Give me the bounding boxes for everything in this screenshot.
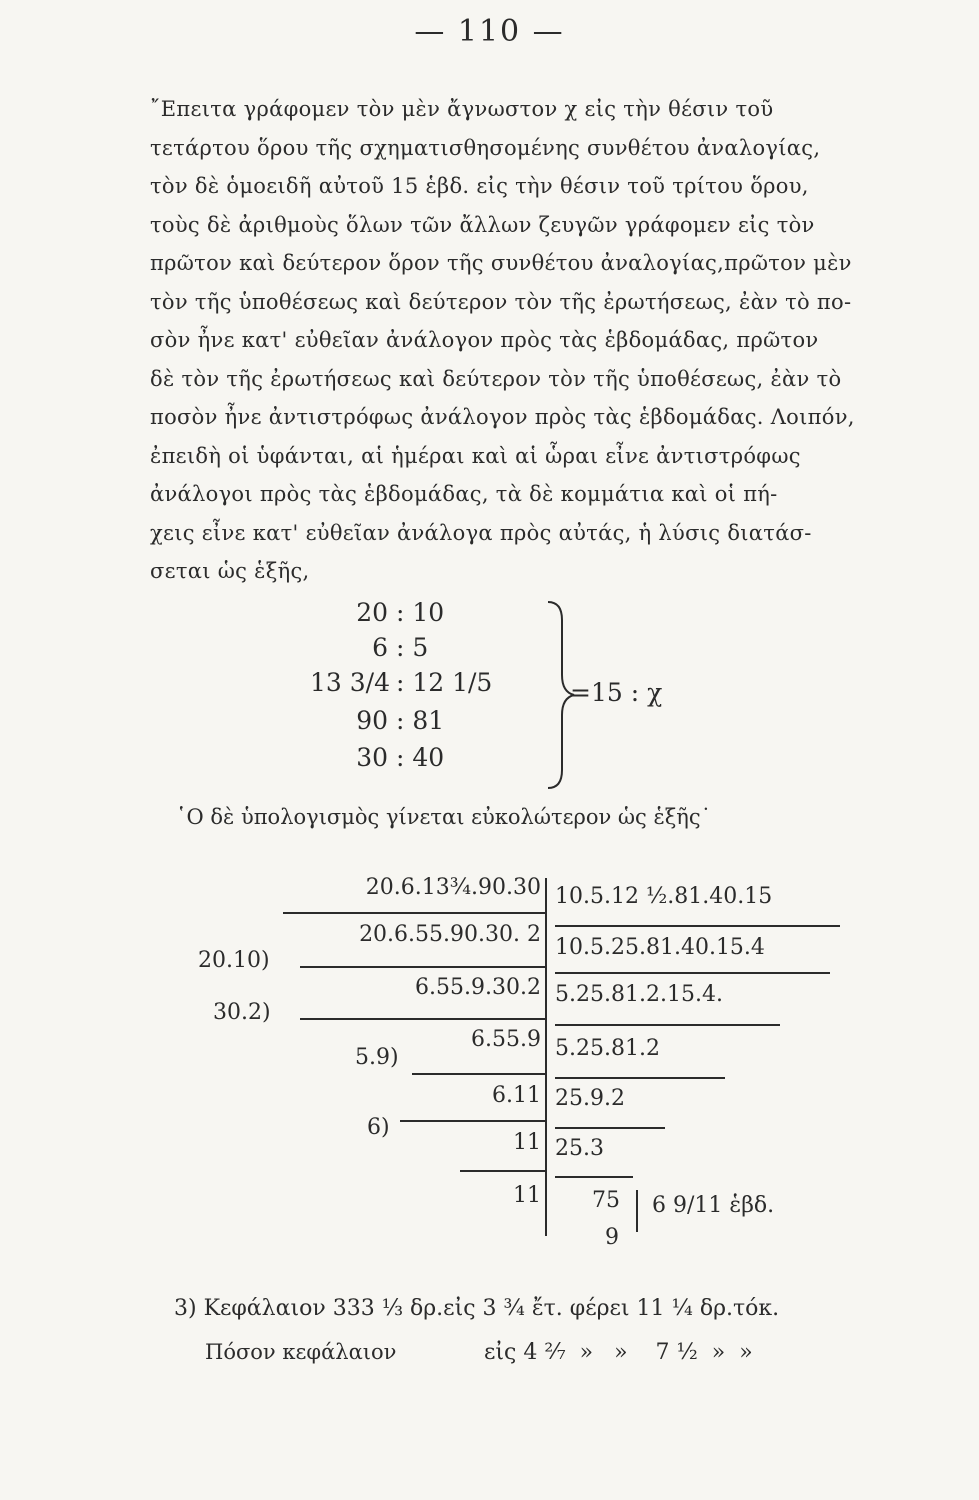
calc-rule xyxy=(555,1077,725,1079)
ratio-right: 81 xyxy=(412,706,445,735)
calc-divisor: 30.2) xyxy=(213,1000,271,1025)
calc-left: 6.11 xyxy=(492,1083,541,1108)
page-number: — 110 — xyxy=(414,14,565,49)
ratio-right: 40 xyxy=(412,743,445,772)
ratio-row: 6 : 5 xyxy=(310,633,480,662)
calc-rule xyxy=(400,1120,545,1122)
calc-left: 6.55.9 xyxy=(471,1027,541,1052)
calc-rule xyxy=(555,1176,633,1178)
ratio-row: 90 : 81 xyxy=(310,706,480,735)
paragraph-line: δὲ τὸν τῆς ἐρωτήσεως καὶ δεύτερον τὸν τῆς ὑποθέσεως, ἐὰν τὸ xyxy=(150,366,842,391)
calc-answer: 6 9/11 ἑβδ. xyxy=(652,1193,775,1218)
calc-rule xyxy=(555,972,830,974)
calc-right: 10.5.25.81.40.15.4 xyxy=(555,935,765,960)
calc-right: 5.25.81.2 xyxy=(555,1036,660,1061)
calc-rule xyxy=(555,1127,665,1129)
calc-intro: ῾Ο δὲ ὑπολογισμὸς γίνεται εὐκολώτερον ὡς ἑξῆς˙ xyxy=(176,805,712,829)
calc-rule xyxy=(460,1170,545,1172)
calc-rule xyxy=(555,1024,780,1026)
paragraph-line: ἐπειδὴ οἱ ὑφάνται, αἱ ἡμέραι καὶ αἱ ὧραι εἶνε ἀντιστρόφως xyxy=(150,443,801,468)
calc-left: 20.6.55.90.30. 2 xyxy=(359,922,541,947)
calc-rule xyxy=(283,912,545,914)
paragraph-line: ῎Επειτα γράφομεν τὸν μὲν ἄγνωστον χ εἰς τὴν θέσιν τοῦ xyxy=(150,97,774,121)
ratio-right: 10 xyxy=(412,598,445,627)
problem-line: εἰς 4 ²⁄₇ » » 7 ½ » » xyxy=(484,1340,753,1365)
calc-divider xyxy=(545,878,547,1236)
calc-left: 11 xyxy=(513,1130,541,1155)
paragraph-line: τετάρτου ὅρου τῆς σχηματισθησομένης συνθέτου ἀναλογίας, xyxy=(150,135,821,160)
ratio-right: 5 xyxy=(412,633,429,662)
calc-divisor: 20.10) xyxy=(198,948,270,973)
paragraph-line: ποσὸν ἦνε ἀντιστρόφως ἀνάλογον πρὸς τὰς ἑβδομάδας. Λοιπόν, xyxy=(150,405,855,429)
body-paragraph xyxy=(150,90,940,591)
calc-right: 25.9.2 xyxy=(555,1086,625,1111)
calc-rule xyxy=(300,1018,545,1020)
problem-line: Πόσον κεφάλαιον xyxy=(205,1340,397,1364)
ratio-left: 20 xyxy=(356,598,388,627)
paragraph-line: ἀνάλογοι πρὸς τὰς ἑβδομάδας, τὰ δὲ κομμάτια καὶ οἱ πή- xyxy=(150,482,778,506)
calc-right: 25.3 xyxy=(555,1136,604,1161)
calc-quotient: 9 xyxy=(605,1225,619,1250)
calc-right: 75 xyxy=(592,1188,620,1213)
paragraph-line: τὸν τῆς ὑποθέσεως καὶ δεύτερον τὸν τῆς ἐρωτήσεως, ἐὰν τὸ πο- xyxy=(150,289,852,314)
ratio-result: =15 : χ xyxy=(570,678,663,707)
calc-left: 6.55.9.30.2 xyxy=(415,975,541,1000)
calc-divisor: 5.9) xyxy=(355,1045,399,1070)
paragraph-line: πρῶτον καὶ δεύτερον ὅρον τῆς συνθέτου ἀναλογίας,πρῶτον μὲν xyxy=(150,251,852,275)
calc-right: 10.5.12 ½.81.40.15 xyxy=(555,884,773,909)
paragraph-line: τοὺς δὲ ἀριθμοὺς ὅλων τῶν ἄλλων ζευγῶν γράφομεν εἰς τὸν xyxy=(150,212,815,237)
paragraph-line: σὸν ἦνε κατ' εὐθεῖαν ἀνάλογον πρὸς τὰς ἑβδομάδας, πρῶτον xyxy=(150,328,819,352)
ratio-row: 20 : 10 xyxy=(310,598,480,627)
calc-divisor: 6) xyxy=(367,1115,390,1140)
calc-rule xyxy=(412,1073,545,1075)
problem-line: 3) Κεφάλαιον 333 ⅓ δρ.εἰς 3 ¾ ἔτ. φέρει 11 ¼ δρ.τόκ. xyxy=(174,1296,780,1321)
paragraph-line: τὸν δὲ ὁμοειδῆ αὐτοῦ 15 ἑβδ. εἰς τὴν θέσιν τοῦ τρίτου ὅρου, xyxy=(150,174,809,198)
ratio-left: 13 3/4 xyxy=(310,668,390,697)
ratio-right: 12 1/5 xyxy=(412,668,493,697)
paragraph-line: σεται ὡς ἑξῆς, xyxy=(150,559,310,583)
calc-left: 11 xyxy=(513,1183,541,1208)
calc-rule xyxy=(636,1190,638,1232)
ratio-row: 13 3/4 : 12 1/5 xyxy=(310,668,493,697)
calc-left: 20.6.13¾.90.30 xyxy=(365,875,541,900)
ratio-row: 30 : 40 xyxy=(310,743,480,772)
calc-rule xyxy=(300,966,545,968)
ratio-left: 90 xyxy=(356,706,388,735)
paragraph-line: χεις εἶνε κατ' εὐθεῖαν ἀνάλογα πρὸς αὐτάς, ἡ λύσις διατάσ- xyxy=(150,520,812,545)
ratio-left: 6 xyxy=(372,633,388,662)
calc-rule xyxy=(555,925,840,927)
ratio-left: 30 xyxy=(356,743,388,772)
calc-right: 5.25.81.2.15.4. xyxy=(555,982,723,1007)
